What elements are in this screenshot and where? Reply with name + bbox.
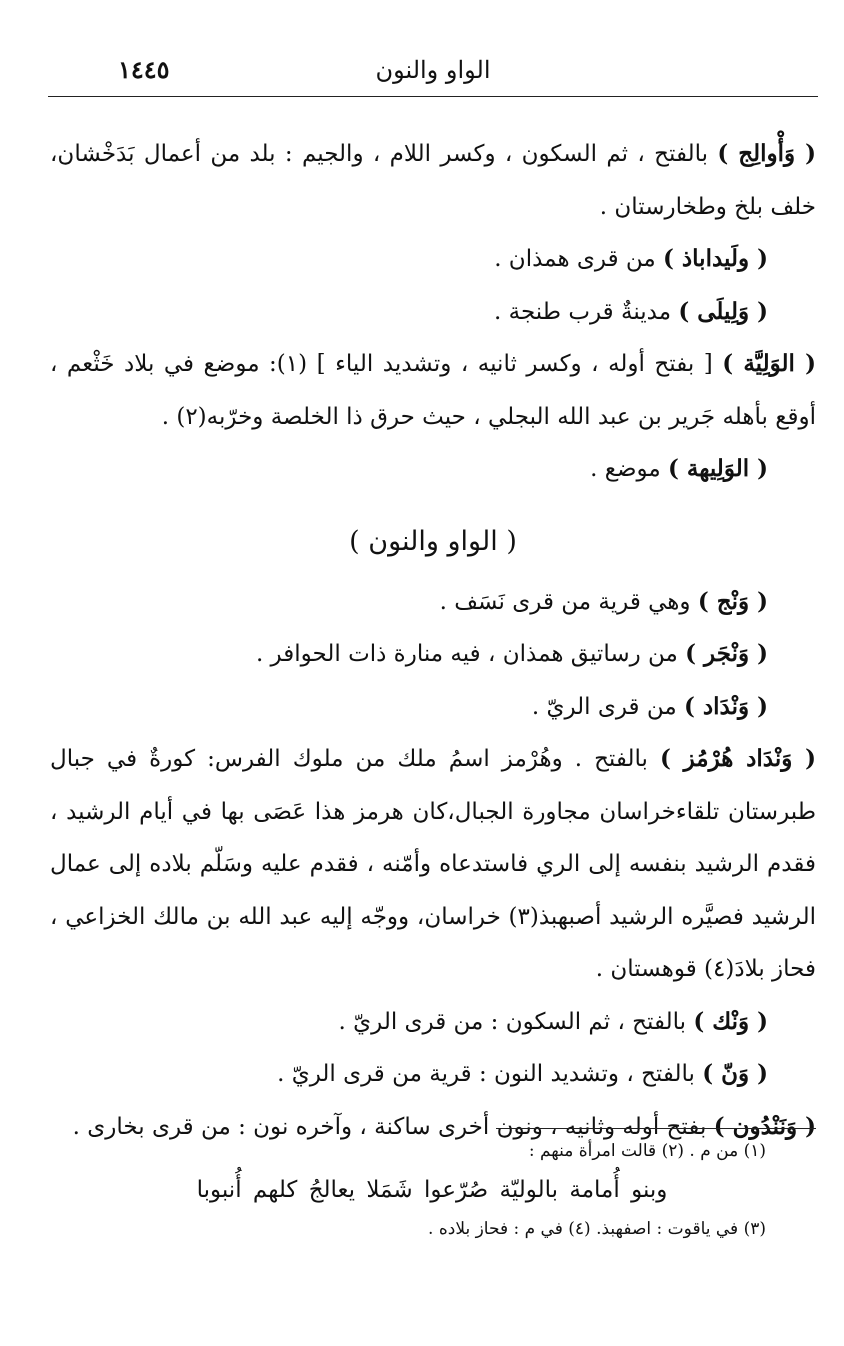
entry-text: وهي قرية من قرى نَسَف . [439,588,698,615]
entry-headword: ( ولَيداباذ ) [663,245,768,272]
footnote-verse: وبنو أُمامة بالوليّة صُرّعوا شَمَلا يعالجُ كلهم أُنبوبا [196,1177,668,1203]
main-text [50,128,816,1153]
entry-headword: ( الوَلِيهة ) [668,455,768,482]
entry-headword: ( وَنْك ) [693,1007,768,1035]
entry-text: [ بفتح أوله ، وكسر ثانيه ، وتشديد الياء ] (١): موضع في بلاد خَثْعم ، أوقع بأهله جَرير بن عبد الله البجلي ، حيث حرق ذا الخلصة وخرّبه(٢) . [50,351,816,430]
entry-paragraph [50,128,816,233]
section-heading: ( الواو والنون ) [349,525,517,557]
footnote-rule [496,1128,816,1129]
entry-paragraph [50,286,816,339]
entry-headword: ( وَلِيلَى ) [678,297,768,325]
entry-text: بالفتح ، ثم السكون ، وكسر اللام ، والجيم : بلد من أعمال بَدَخْشان، خلف بلخ وطخارستان . [50,141,816,220]
footnote-line: (٣) في ياقوت : اصفهبذ. (٤) في م : فحاز بلاده . [428,1219,766,1239]
entry-paragraph [50,1048,816,1101]
page-number: ١٤٤٥ [118,55,170,84]
entry-text: من رساتيق همذان ، فيه منارة ذات الحوافر . [255,641,686,667]
entry-headword: ( وَنّ ) [702,1060,768,1087]
entry-headword: ( وَنَنْدُون ) [713,1112,816,1140]
entry-text: مدينةٌ قرب طنجة . [493,298,679,325]
entry-text: بفتح أوله وثانيه ، ونون أخرى ساكنة ، وآخره نون : من قرى بخارى . [72,1113,714,1140]
entry-paragraph [50,338,816,443]
header-rule [48,96,818,97]
entry-headword: ( وَنْدَاد ) [684,692,768,720]
entry-text: بالفتح ، وتشديد النون : قرية من قرى الريّ . [277,1061,703,1087]
page-header [48,52,818,88]
entry-text: من قرى همذان . [494,246,664,272]
entry-paragraph [50,628,816,681]
entry-paragraph [50,576,816,629]
running-title: الواو والنون [375,56,491,84]
entry-paragraph [50,681,816,734]
footnotes [50,1134,814,1246]
entry-text: من قرى الريّ . [531,693,684,720]
entry-text: موضع . [590,456,669,482]
entry-headword: ( الوَلِيَّة ) [722,350,816,377]
entry-headword: ( وَنْدَاد هُرْمُز ) [659,745,816,772]
entry-headword: ( وَنْج ) [697,587,768,615]
entry-paragraph [50,443,816,496]
entry-paragraph [50,996,816,1049]
entry-text: بالفتح . وهُرْمز اسمُ ملك من ملوك الفرس: كورةٌ في جبال طبرستان تلقاءخراسان مجاورة الجبال،كان هرمز هذا عَصَى بها في أيام الرشيد ، فقدم الرشيد بنفسه إلى الري فاستدعاه وأمّنه ، فقدم عليه وسَلّم بلاده إلى عمال الرشيد فصيَّره الرشيد أصبهبذ(٣) خراسان، ووجّه إليه عبد الله بن مالك الخزاعي ، فحاز بلادَ(٤) قوهستان . [50,746,816,982]
footnote-line: (١) من م . (٢) قالت امرأة منهم : [528,1141,766,1161]
entry-text: بالفتح ، ثم السكون : من قرى الريّ . [338,1008,694,1035]
entry-paragraph [50,233,816,286]
entry-headword: ( وَأْوالِج ) [717,140,816,167]
entry-headword: ( وَنْجَر ) [685,640,768,667]
entry-paragraph [50,733,816,996]
